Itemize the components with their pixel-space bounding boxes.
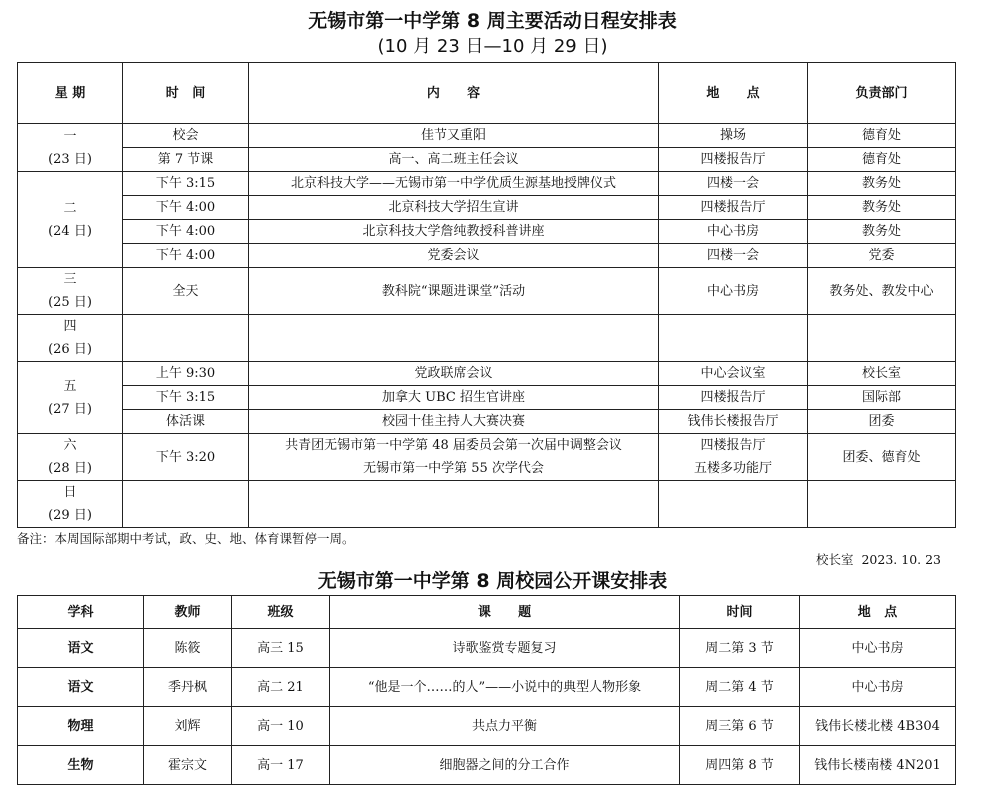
weekday-label: 四 [63, 319, 77, 334]
time-cell: 周二第 3 节 [680, 629, 800, 668]
time-cell: 体活课 [123, 410, 249, 434]
class-cell: 高一 17 [232, 746, 330, 785]
header-teacher: 教师 [144, 596, 232, 629]
schedule-row [18, 434, 956, 481]
open-class-header-row [18, 596, 956, 629]
content-cell: 校园十佳主持人大赛决赛 [249, 410, 659, 434]
place-cell [659, 481, 808, 528]
schedule-row [18, 386, 956, 410]
subject-cell: 生物 [18, 746, 144, 785]
class-cell: 高三 15 [232, 629, 330, 668]
weekday-label: 三 [63, 272, 77, 287]
open-class-row [18, 668, 956, 707]
topic-cell: “他是一个……的人”——小说中的典型人物形象 [330, 668, 680, 707]
open-class-row [18, 707, 956, 746]
content-cell [249, 434, 659, 481]
dept-cell: 教务处 [808, 196, 956, 220]
dept-cell: 教务处 [808, 220, 956, 244]
teacher-cell: 季丹枫 [144, 668, 232, 707]
place-cell: 钱伟长楼北楼 4B304 [800, 707, 956, 746]
weekday-label: 一 [63, 128, 77, 144]
weekday-label: 二 [63, 200, 77, 216]
time-cell: 下午 4:00 [123, 220, 249, 244]
header-time: 时间 [680, 596, 800, 629]
place-cell-line: 四楼报告厅 [700, 438, 766, 453]
time-cell: 下午 4:00 [123, 244, 249, 268]
weekday-cell [18, 315, 123, 362]
header-class: 班级 [232, 596, 330, 629]
content-cell: 教科院“课题进课堂”活动 [249, 268, 659, 315]
place-cell: 操场 [659, 124, 808, 148]
schedule-row [18, 196, 956, 220]
dept-cell: 党委 [808, 244, 956, 268]
schedule-row [18, 362, 956, 386]
place-cell: 四楼一会 [659, 172, 808, 196]
teacher-cell: 刘辉 [144, 707, 232, 746]
weekday-date: (23 日) [48, 151, 92, 167]
place-cell: 四楼一会 [659, 244, 808, 268]
time-cell: 周二第 4 节 [680, 668, 800, 707]
weekday-label: 五 [63, 378, 77, 394]
place-cell: 中心书房 [800, 668, 956, 707]
schedule-row [18, 148, 956, 172]
place-cell-line: 五楼多功能厅 [693, 461, 772, 476]
weekday-date: (26 日) [48, 342, 92, 357]
place-cell: 中心书房 [800, 629, 956, 668]
weekday-cell [18, 172, 123, 268]
weekday-cell [18, 362, 123, 434]
subject-cell: 语文 [18, 668, 144, 707]
time-cell: 周四第 8 节 [680, 746, 800, 785]
weekday-date: (27 日) [48, 401, 92, 417]
weekday-date: (24 日) [48, 223, 92, 239]
dept-cell: 德育处 [808, 148, 956, 172]
header-dept: 负责部门 [808, 63, 956, 124]
topic-cell: 诗歌鉴赏专题复习 [330, 629, 680, 668]
weekday-cell [18, 481, 123, 528]
teacher-cell: 陈筱 [144, 629, 232, 668]
time-cell: 全天 [123, 268, 249, 315]
weekday-label: 日 [63, 485, 77, 500]
content-cell: 加拿大 UBC 招生官讲座 [249, 386, 659, 410]
weekday-label: 六 [63, 438, 77, 453]
open-class-table [17, 595, 956, 785]
dept-cell: 国际部 [808, 386, 956, 410]
place-cell: 四楼报告厅 [659, 386, 808, 410]
time-cell: 下午 4:00 [123, 196, 249, 220]
weekday-date: (25 日) [48, 295, 92, 310]
place-cell: 四楼报告厅 [659, 196, 808, 220]
subject-cell: 物理 [18, 707, 144, 746]
content-cell: 佳节又重阳 [249, 124, 659, 148]
content-cell-line: 无锡市第一中学第 55 次学代会 [363, 461, 544, 476]
schedule-row [18, 244, 956, 268]
header-place: 地 点 [800, 596, 956, 629]
header-topic: 课 题 [330, 596, 680, 629]
open-class-row [18, 629, 956, 668]
place-cell: 中心书房 [659, 268, 808, 315]
place-cell [659, 434, 808, 481]
content-cell: 党委会议 [249, 244, 659, 268]
content-cell: 北京科技大学詹纯教授科普讲座 [249, 220, 659, 244]
header-time: 时 间 [123, 63, 249, 124]
dept-cell: 校长室 [808, 362, 956, 386]
time-cell: 周三第 6 节 [680, 707, 800, 746]
dept-cell: 团委 [808, 410, 956, 434]
place-cell: 四楼报告厅 [659, 148, 808, 172]
content-cell: 北京科技大学招生宣讲 [249, 196, 659, 220]
time-cell: 下午 3:15 [123, 172, 249, 196]
open-class-title: 无锡市第一中学第 8 周校园公开课安排表 [317, 570, 668, 592]
time-cell: 第 7 节课 [123, 148, 249, 172]
header-content: 内 容 [249, 63, 659, 124]
class-cell: 高一 10 [232, 707, 330, 746]
open-class-body [18, 629, 956, 785]
schedule-row [18, 410, 956, 434]
dept-cell: 教务处、教发中心 [808, 268, 956, 315]
weekday-date: (29 日) [48, 508, 92, 523]
dept-cell: 团委、德育处 [808, 434, 956, 481]
dept-cell: 教务处 [808, 172, 956, 196]
time-cell: 下午 3:20 [123, 434, 249, 481]
content-cell-line: 共青团无锡市第一中学第 48 届委员会第一次届中调整会议 [285, 438, 622, 453]
schedule-row [18, 172, 956, 196]
place-cell: 中心会议室 [659, 362, 808, 386]
time-cell: 校会 [123, 124, 249, 148]
dept-cell [808, 481, 956, 528]
schedule-signature: 校长室 2023. 10. 23 [816, 552, 941, 567]
subject-cell: 语文 [18, 629, 144, 668]
schedule-row [18, 268, 956, 315]
dept-cell [808, 315, 956, 362]
class-cell: 高二 21 [232, 668, 330, 707]
time-cell: 下午 3:15 [123, 386, 249, 410]
content-cell: 北京科技大学——无锡市第一中学优质生源基地授牌仪式 [249, 172, 659, 196]
time-cell [123, 481, 249, 528]
teacher-cell: 霍宗文 [144, 746, 232, 785]
place-cell: 中心书房 [659, 220, 808, 244]
content-cell [249, 315, 659, 362]
content-cell: 高一、高二班主任会议 [249, 148, 659, 172]
time-cell [123, 315, 249, 362]
schedule-row [18, 481, 956, 528]
schedule-subtitle: (10 月 23 日—10 月 29 日) [377, 36, 608, 57]
dept-cell: 德育处 [808, 124, 956, 148]
header-weekday: 星 期 [18, 63, 123, 124]
schedule-row [18, 315, 956, 362]
weekday-cell [18, 124, 123, 172]
topic-cell: 细胞器之间的分工合作 [330, 746, 680, 785]
weekday-cell [18, 268, 123, 315]
content-cell: 党政联席会议 [249, 362, 659, 386]
weekday-cell [18, 434, 123, 481]
schedule-title: 无锡市第一中学第 8 周主要活动日程安排表 [308, 10, 677, 32]
weekday-date: (28 日) [48, 461, 92, 476]
place-cell [659, 315, 808, 362]
place-cell: 钱伟长楼报告厅 [659, 410, 808, 434]
header-place: 地 点 [659, 63, 808, 124]
schedule-row [18, 124, 956, 148]
place-cell: 钱伟长楼南楼 4N201 [800, 746, 956, 785]
time-cell: 上午 9:30 [123, 362, 249, 386]
topic-cell: 共点力平衡 [330, 707, 680, 746]
schedule-row [18, 220, 956, 244]
schedule-body [18, 124, 956, 528]
schedule-header-row [18, 63, 956, 124]
content-cell [249, 481, 659, 528]
schedule-note: 备注：本周国际部期中考试，政、史、地、体育课暂停一周。 [17, 531, 355, 546]
weekly-schedule-table [17, 62, 956, 528]
open-class-row [18, 746, 956, 785]
header-subject: 学科 [18, 596, 144, 629]
